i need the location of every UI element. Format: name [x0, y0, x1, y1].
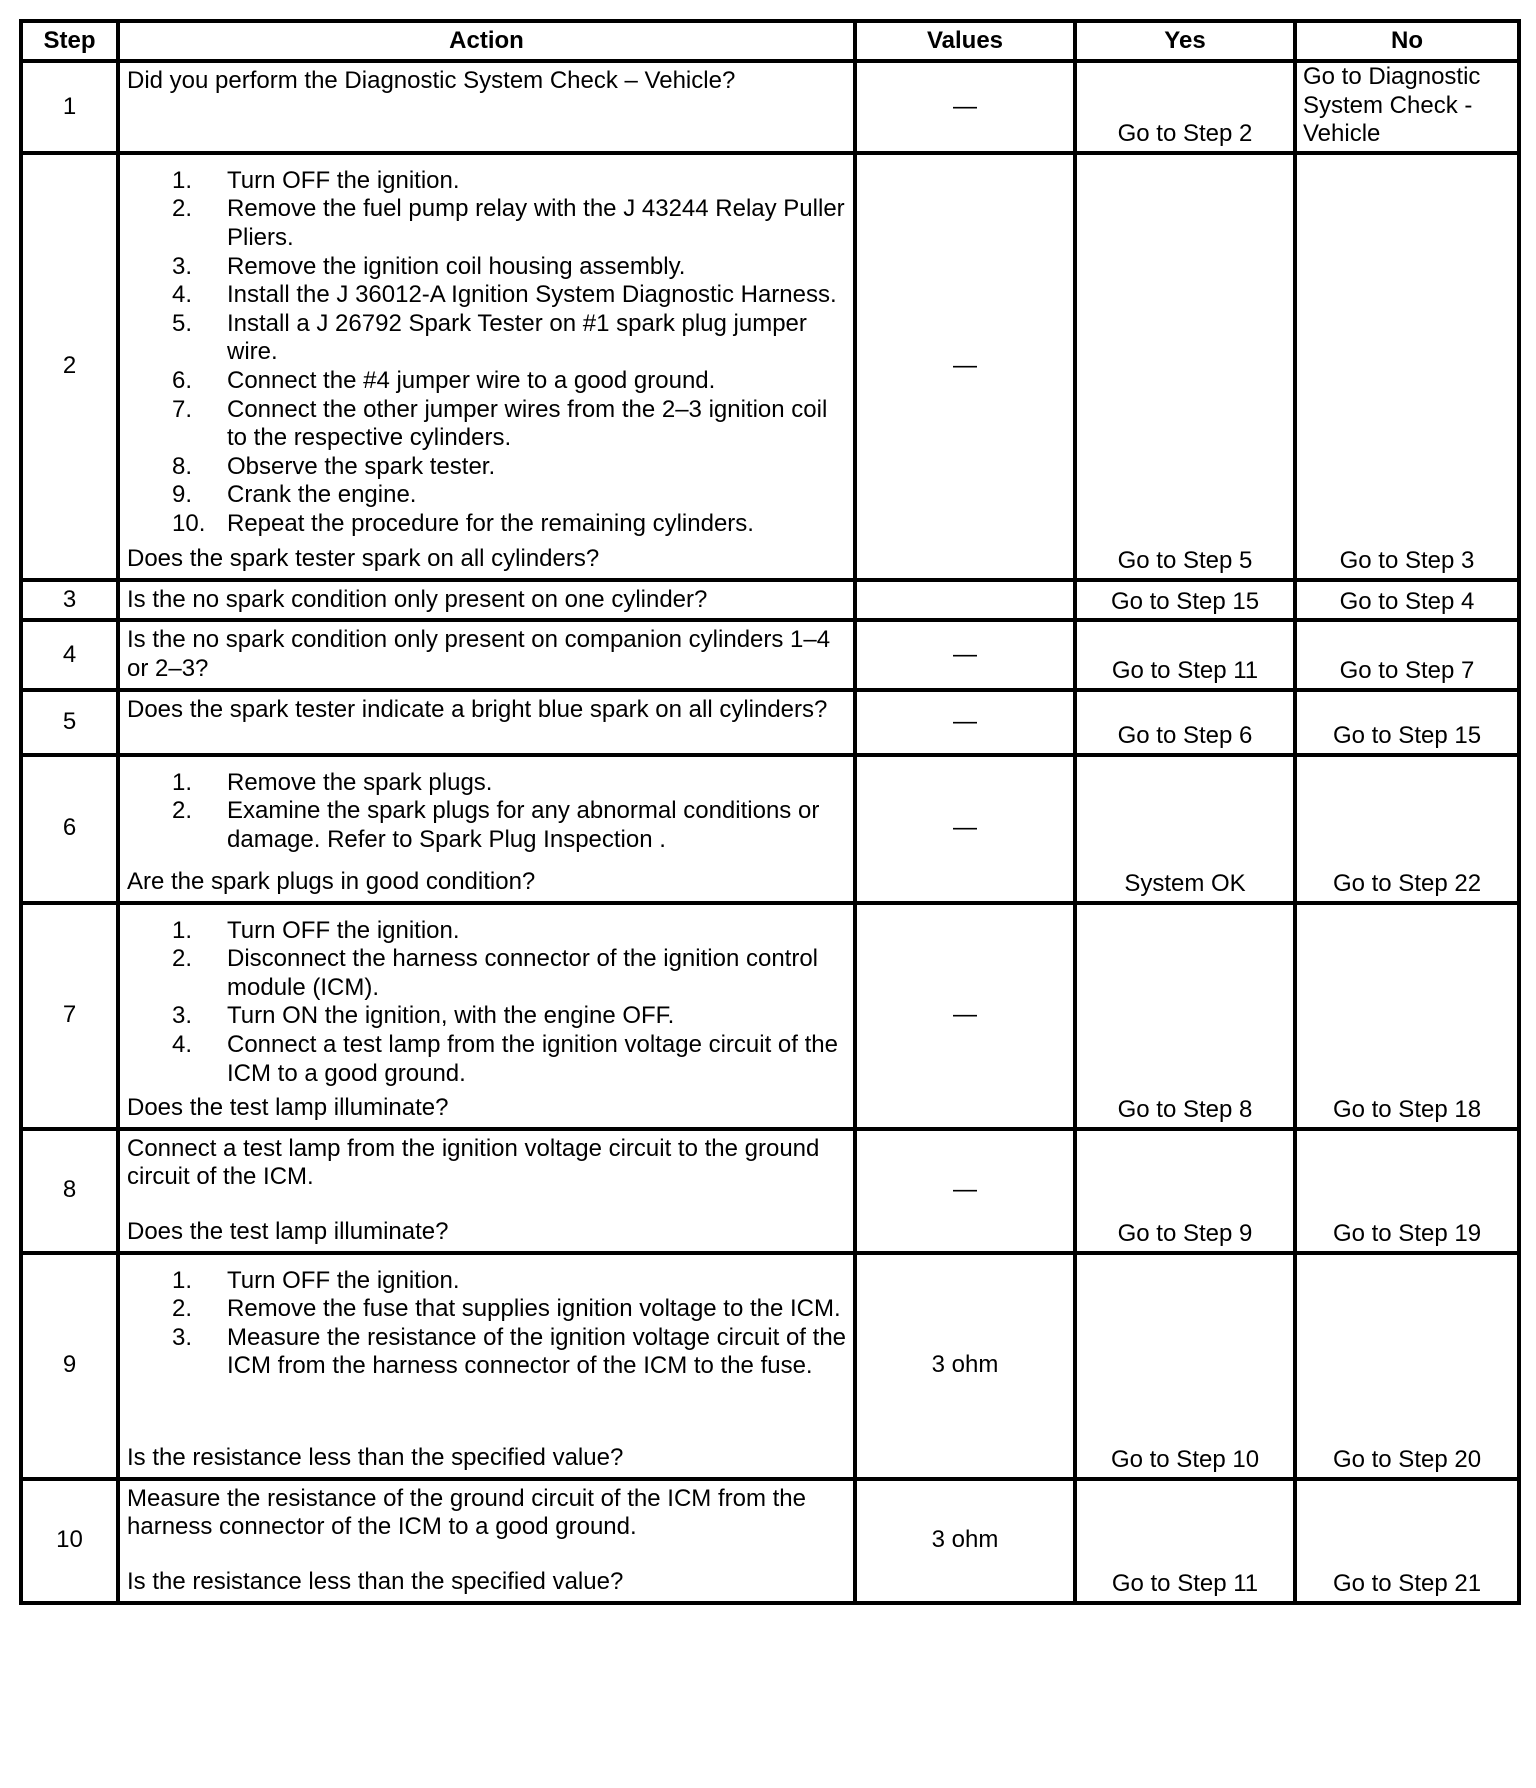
- yes-cell: Go to Step 11: [1075, 620, 1295, 689]
- procedure-step-text: Connect the other jumper wires from the 2–3 ignition coil to the respective cylinders.: [227, 395, 828, 452]
- procedure-step-number: 1.: [172, 768, 193, 796]
- yes-cell: Go to Step 8: [1075, 903, 1295, 1129]
- action-intro: Connect a test lamp from the ignition voltage circuit to the ground circuit of the ICM.: [127, 1134, 820, 1191]
- procedure-step: [127, 917, 847, 946]
- action-cell: [118, 580, 855, 621]
- step-number: 2: [21, 153, 118, 580]
- procedure-step-text: Remove the fuse that supplies ignition voltage to the ICM.: [227, 1295, 841, 1323]
- procedure-step: [127, 481, 847, 510]
- no-cell: Go to Step 3: [1295, 153, 1519, 580]
- procedure-step: [127, 769, 847, 798]
- procedure-list: [127, 769, 847, 855]
- procedure-step: [127, 945, 847, 1002]
- action-cell: [118, 755, 855, 903]
- procedure-step-text: Turn OFF the ignition.: [227, 916, 460, 944]
- header-no: No: [1295, 21, 1519, 61]
- procedure-list: [127, 167, 847, 539]
- action-cell: [118, 690, 855, 755]
- value-cell: 3 ohm: [855, 1253, 1075, 1479]
- table-row: [21, 153, 1519, 580]
- action-cell: [118, 903, 855, 1129]
- yes-cell: Go to Step 6: [1075, 690, 1295, 755]
- procedure-step: [127, 510, 847, 539]
- value-cell: —: [855, 61, 1075, 153]
- table-row: [21, 61, 1519, 153]
- procedure-step-number: 2.: [172, 195, 193, 223]
- procedure-step-number: 1.: [172, 166, 193, 194]
- step-number: 1: [21, 61, 118, 153]
- value-cell: —: [855, 1129, 1075, 1253]
- procedure-step-number: 2.: [172, 797, 193, 825]
- procedure-step-number: 6.: [172, 366, 193, 394]
- procedure-step: [127, 1031, 847, 1088]
- procedure-step: [127, 396, 847, 453]
- procedure-step-text: Crank the engine.: [227, 481, 417, 509]
- action-text: Does the spark tester indicate a bright blue spark on all cylinders?: [127, 695, 828, 723]
- yes-cell: Go to Step 15: [1075, 580, 1295, 621]
- action-cell: [118, 61, 855, 153]
- yes-cell: Go to Step 2: [1075, 61, 1295, 153]
- procedure-step: [127, 1295, 847, 1324]
- table-row: [21, 755, 1519, 903]
- procedure-step-text: Repeat the procedure for the remaining cylinders.: [227, 509, 754, 537]
- step-number: 5: [21, 690, 118, 755]
- yes-cell: Go to Step 11: [1075, 1479, 1295, 1603]
- no-cell: Go to Step 22: [1295, 755, 1519, 903]
- step-number: 8: [21, 1129, 118, 1253]
- value-cell: 3 ohm: [855, 1479, 1075, 1603]
- no-cell: Go to Step 19: [1295, 1129, 1519, 1253]
- action-intro: Measure the resistance of the ground circuit of the ICM from the harness connector of the ICM to a good ground.: [127, 1484, 806, 1541]
- procedure-step: [127, 167, 847, 196]
- procedure-step-text: Connect the #4 jumper wire to a good ground.: [227, 366, 716, 394]
- procedure-step-number: 8.: [172, 452, 193, 480]
- header-action: Action: [118, 21, 855, 61]
- procedure-step-number: 4.: [172, 281, 193, 309]
- procedure-step: [127, 453, 847, 482]
- procedure-step-number: 4.: [172, 1030, 193, 1058]
- table-row: [21, 1253, 1519, 1479]
- procedure-step-text: Turn ON the ignition, with the engine OFF.: [227, 1002, 675, 1030]
- action-question: Does the test lamp illuminate?: [127, 1217, 449, 1245]
- procedure-step-text: Remove the fuel pump relay with the J 43244 Relay Puller Pliers.: [227, 195, 845, 251]
- yes-cell: Go to Step 5: [1075, 153, 1295, 580]
- procedure-step-number: 2.: [172, 945, 193, 973]
- action-cell: [118, 1253, 855, 1479]
- procedure-step-text: Install a J 26792 Spark Tester on #1 spark plug jumper wire.: [227, 309, 807, 366]
- procedure-step-text: Measure the resistance of the ignition voltage circuit of the ICM from the harness connector of the ICM to the fuse.: [227, 1323, 847, 1380]
- procedure-step-text: Examine the spark plugs for any abnormal conditions or damage. Refer to Spark Plug Inspection .: [227, 797, 820, 853]
- procedure-step-text: Disconnect the harness connector of the ignition control module (ICM).: [227, 945, 819, 1001]
- procedure-step-number: 1.: [172, 1266, 193, 1294]
- diagnostic-table: [19, 19, 1521, 1605]
- procedure-step-number: 3.: [172, 252, 193, 280]
- procedure-step: [127, 253, 847, 282]
- procedure-step-text: Remove the ignition coil housing assembly.: [227, 252, 686, 280]
- procedure-step-number: 3.: [172, 1323, 193, 1351]
- value-cell: —: [855, 153, 1075, 580]
- action-question: Is the resistance less than the specified value?: [127, 1443, 624, 1471]
- value-cell: —: [855, 903, 1075, 1129]
- step-number: 4: [21, 620, 118, 689]
- value-cell: —: [855, 690, 1075, 755]
- procedure-step-text: Turn OFF the ignition.: [227, 166, 460, 194]
- table-row: [21, 903, 1519, 1129]
- procedure-step-text: Connect a test lamp from the ignition voltage circuit of the ICM to a good ground.: [227, 1030, 838, 1087]
- procedure-step-number: 9.: [172, 481, 193, 509]
- table-row: [21, 1129, 1519, 1253]
- action-text: Did you perform the Diagnostic System Check – Vehicle?: [127, 67, 736, 94]
- value-cell: [855, 580, 1075, 621]
- procedure-list: [127, 1267, 847, 1381]
- no-cell: Go to Step 20: [1295, 1253, 1519, 1479]
- header-values: Values: [855, 21, 1075, 61]
- diagnostic-table-container: [19, 19, 1517, 1605]
- action-cell: [118, 620, 855, 689]
- table-row: [21, 1479, 1519, 1603]
- procedure-step-text: Remove the spark plugs.: [227, 768, 493, 796]
- no-cell: Go to Step 15: [1295, 690, 1519, 755]
- action-question: Does the test lamp illuminate?: [127, 1093, 449, 1121]
- procedure-step-number: 7.: [172, 395, 193, 423]
- action-question: Are the spark plugs in good condition?: [127, 867, 536, 895]
- procedure-step: [127, 797, 847, 854]
- no-cell: Go to Diagnostic System Check - Vehicle: [1295, 61, 1519, 153]
- procedure-step-text: Install the J 36012-A Ignition System Diagnostic Harness.: [227, 281, 837, 309]
- header-yes: Yes: [1075, 21, 1295, 61]
- value-cell: —: [855, 620, 1075, 689]
- value-cell: —: [855, 755, 1075, 903]
- action-question: Is the resistance less than the specified value?: [127, 1567, 624, 1595]
- procedure-step-number: 3.: [172, 1002, 193, 1030]
- header-row: [21, 21, 1519, 61]
- table-row: [21, 690, 1519, 755]
- procedure-step-text: Turn OFF the ignition.: [227, 1266, 460, 1294]
- no-cell: Go to Step 21: [1295, 1479, 1519, 1603]
- procedure-step: [127, 1267, 847, 1296]
- step-number: 3: [21, 580, 118, 621]
- header-step: Step: [21, 21, 118, 61]
- table-row: [21, 620, 1519, 689]
- action-question: Does the spark tester spark on all cylinders?: [127, 545, 600, 573]
- step-number: 7: [21, 903, 118, 1129]
- no-cell: Go to Step 18: [1295, 903, 1519, 1129]
- table-row: [21, 580, 1519, 621]
- procedure-list: [127, 917, 847, 1089]
- procedure-step-text: Observe the spark tester.: [227, 452, 496, 480]
- procedure-step: [127, 1002, 847, 1031]
- procedure-step-number: 1.: [172, 916, 193, 944]
- step-number: 9: [21, 1253, 118, 1479]
- step-number: 6: [21, 755, 118, 903]
- procedure-step: [127, 367, 847, 396]
- procedure-step: [127, 281, 847, 310]
- procedure-step: [127, 1324, 847, 1381]
- no-cell: Go to Step 4: [1295, 580, 1519, 621]
- action-cell: [118, 153, 855, 580]
- action-cell: [118, 1129, 855, 1253]
- action-text: Is the no spark condition only present on one cylinder?: [127, 585, 708, 613]
- procedure-step: [127, 310, 847, 367]
- action-cell: [118, 1479, 855, 1603]
- procedure-step-number: 2.: [172, 1295, 193, 1323]
- no-cell: Go to Step 7: [1295, 620, 1519, 689]
- yes-cell: Go to Step 10: [1075, 1253, 1295, 1479]
- yes-cell: Go to Step 9: [1075, 1129, 1295, 1253]
- procedure-step-number: 10.: [172, 509, 206, 537]
- procedure-step-number: 5.: [172, 309, 193, 337]
- yes-cell: System OK: [1075, 755, 1295, 903]
- procedure-step: [127, 195, 847, 252]
- step-number: 10: [21, 1479, 118, 1603]
- action-text: Is the no spark condition only present on companion cylinders 1–4 or 2–3?: [127, 626, 831, 682]
